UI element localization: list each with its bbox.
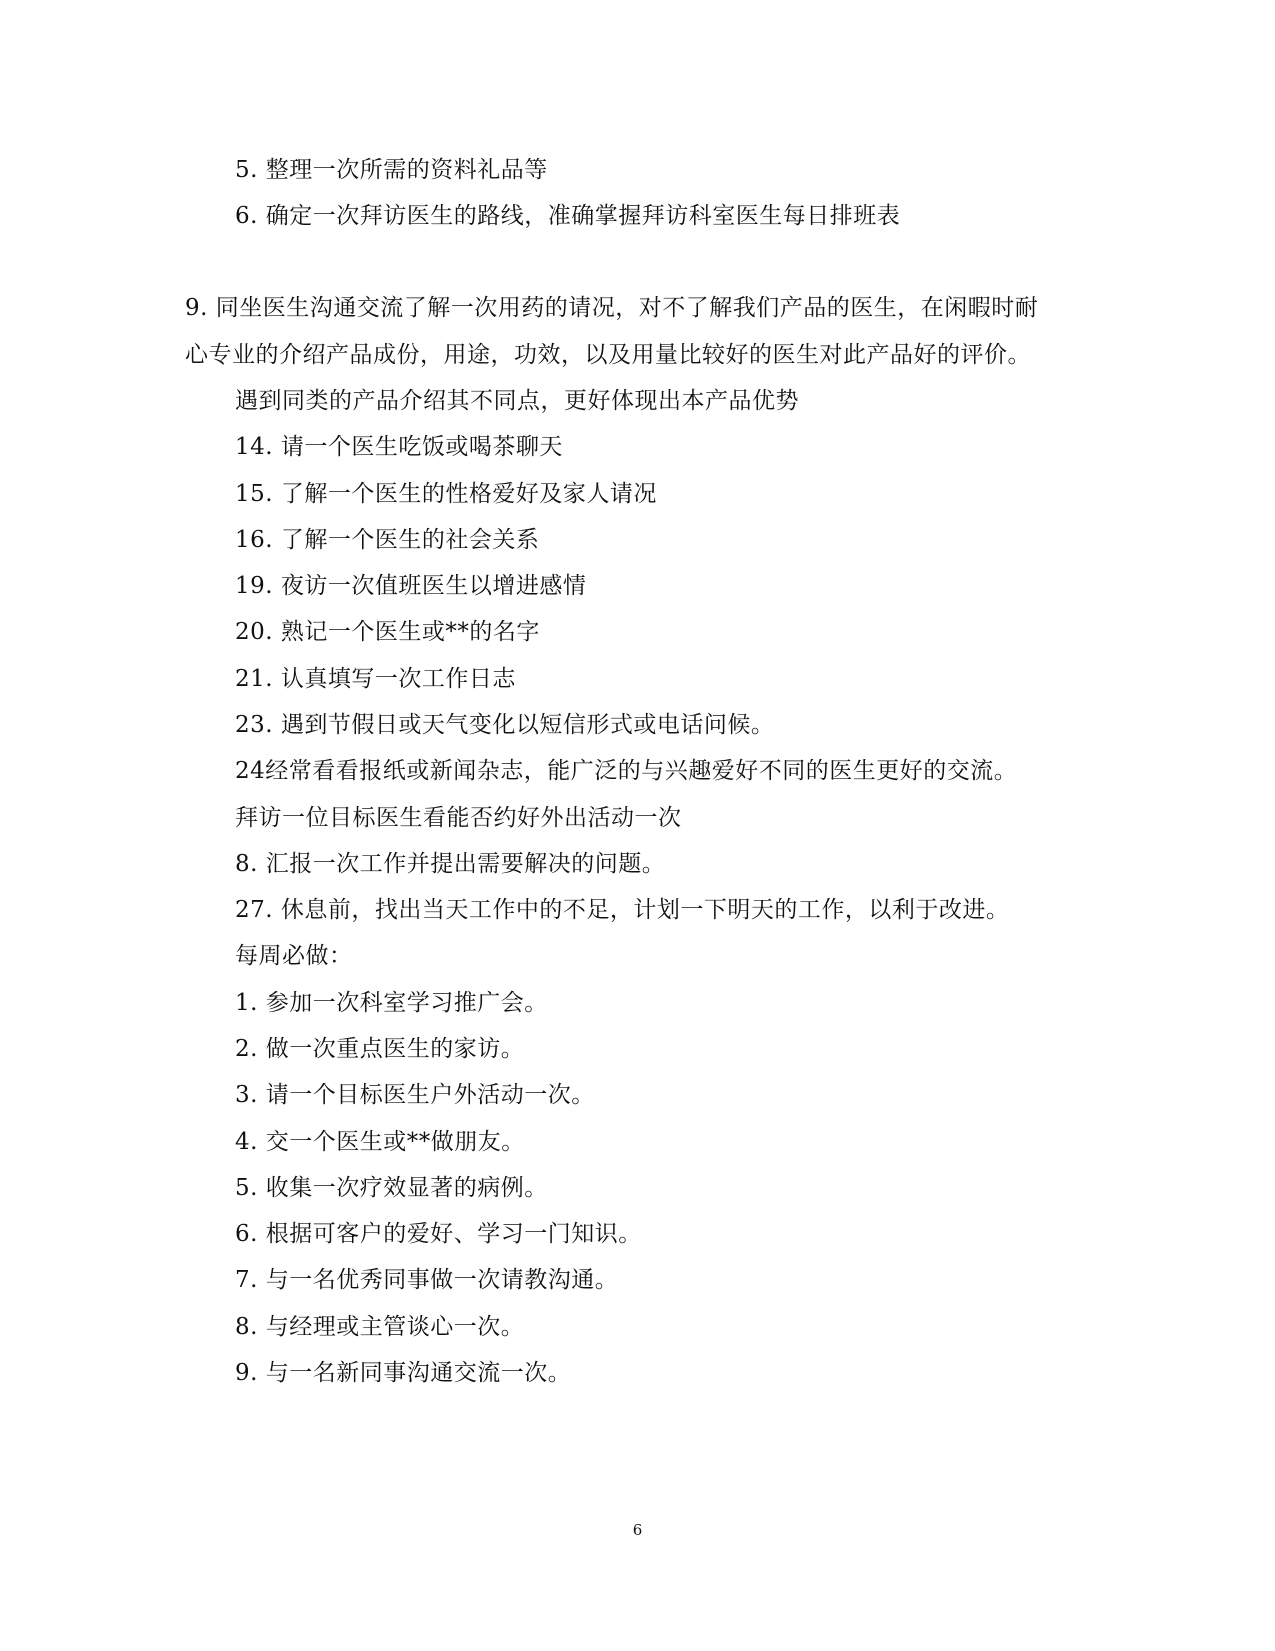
list-item: 1. 参加一次科室学习推广会。 — [235, 990, 548, 1016]
text-line: 遇到同类的产品介绍其不同点，更好体现出本产品优势 — [235, 388, 799, 414]
list-item: 8. 汇报一次工作并提出需要解决的问题。 — [235, 851, 666, 877]
list-item: 9. 与一名新同事沟通交流一次。 — [235, 1360, 572, 1386]
list-item: 4. 交一个医生或**做朋友。 — [235, 1129, 525, 1155]
text-line: 6. 确定一次拜访医生的路线，准确掌握拜访科室医生每日排班表 — [235, 203, 901, 229]
list-item: 19. 夜访一次值班医生以增进感情 — [235, 573, 587, 599]
paragraph-line: 心专业的介绍产品成份，用途，功效，以及用量比较好的医生对此产品好的评价。 — [185, 342, 1031, 368]
list-item: 7. 与一名优秀同事做一次请教沟通。 — [235, 1267, 619, 1293]
list-item: 23. 遇到节假日或天气变化以短信形式或电话问候。 — [235, 712, 775, 738]
list-item: 2. 做一次重点医生的家访。 — [235, 1036, 525, 1062]
page-number: 6 — [632, 1521, 643, 1539]
list-item: 24经常看看报纸或新闻杂志，能广泛的与兴趣爱好不同的医生更好的交流。 — [235, 758, 1018, 784]
list-item: 14. 请一个医生吃饭或喝茶聊天 — [235, 434, 563, 460]
section-heading: 每周必做： — [235, 943, 353, 969]
list-item: 8. 与经理或主管谈心一次。 — [235, 1314, 525, 1340]
list-item: 6. 根据可客户的爱好、学习一门知识。 — [235, 1221, 642, 1247]
list-item: 5. 收集一次疗效显著的病例。 — [235, 1175, 548, 1201]
text-line: 5. 整理一次所需的资料礼品等 — [235, 157, 548, 183]
list-item: 3. 请一个目标医生户外活动一次。 — [235, 1082, 595, 1108]
list-item: 15. 了解一个医生的性格爱好及家人请况 — [235, 481, 657, 507]
list-item: 21. 认真填写一次工作日志 — [235, 666, 516, 692]
list-item: 20. 熟记一个医生或**的名字 — [235, 619, 540, 645]
paragraph-line: 9. 同坐医生沟通交流了解一次用药的请况，对不了解我们产品的医生，在闲暇时耐 — [185, 295, 1039, 321]
list-item: 16. 了解一个医生的社会关系 — [235, 527, 540, 553]
text-line: 拜访一位目标医生看能否约好外出活动一次 — [235, 805, 682, 831]
list-item: 27. 休息前，找出当天工作中的不足，计划一下明天的工作，以利于改进。 — [235, 897, 1010, 923]
